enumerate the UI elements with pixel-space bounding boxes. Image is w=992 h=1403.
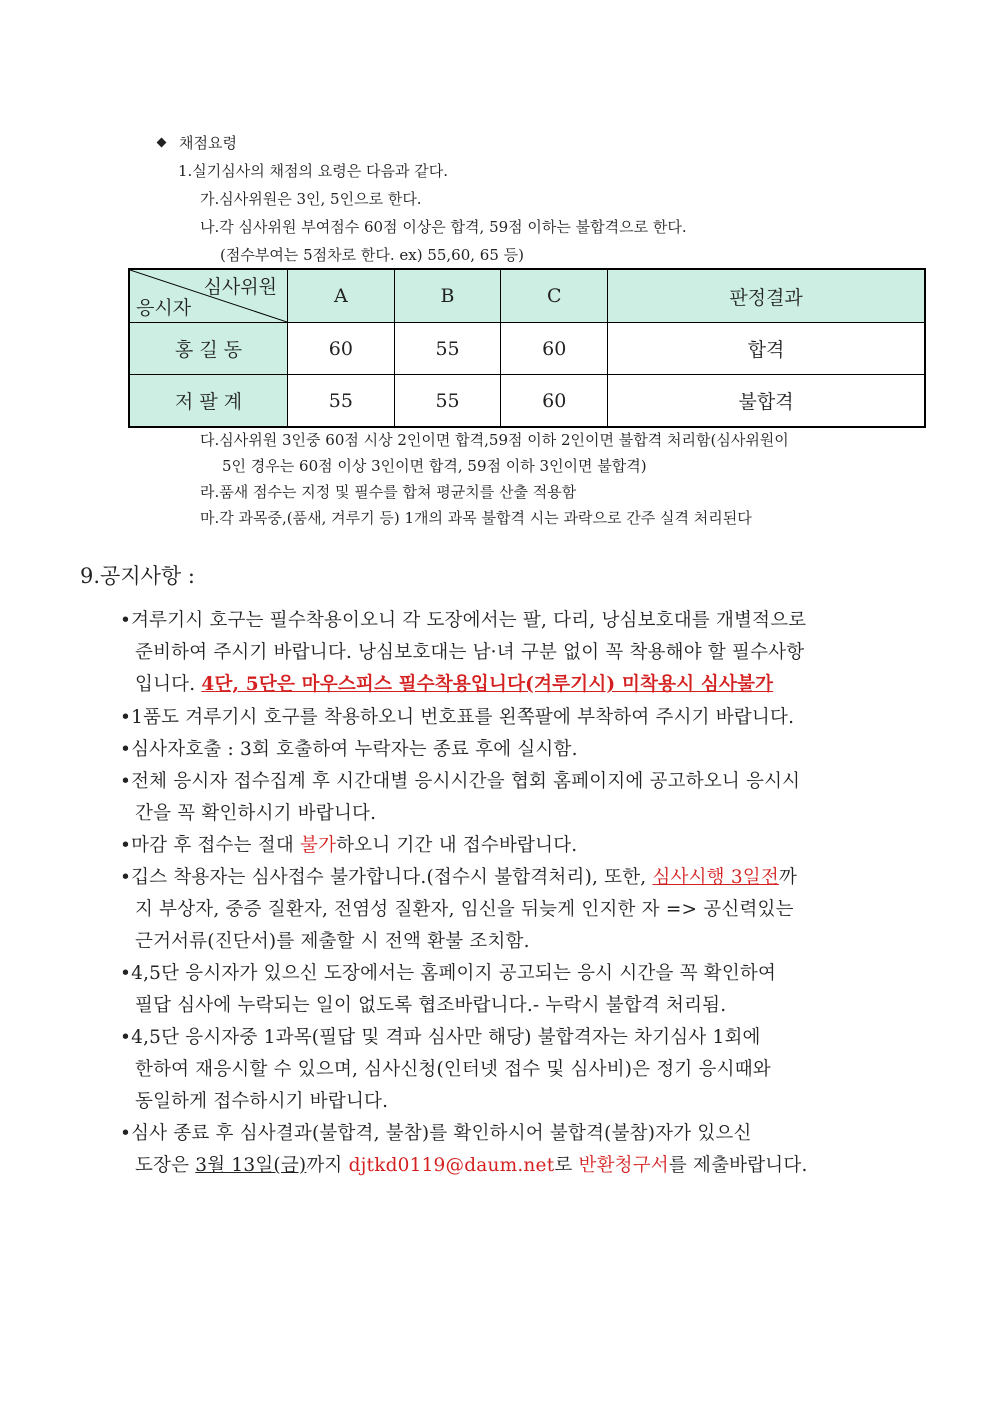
notice-b5 bbox=[120, 831, 577, 857]
score-table-header-row bbox=[129, 269, 925, 323]
notice-b6-line2: 지 부상자, 중증 질환자, 전염성 질환자, 임신을 뒤늦게 인지한 자 => 공신력있는 bbox=[135, 899, 794, 920]
notice-b6-text: •깁스 착용자는 심사접수 불가합니다.(접수시 불합격처리), 또한, bbox=[120, 867, 653, 888]
notice-b7-line2: 필답 심사에 누락되는 일이 없도록 협조바랍니다.- 누락시 불합격 처리됨. bbox=[135, 995, 727, 1016]
result: 합격 bbox=[608, 323, 925, 375]
column-header-c: C bbox=[501, 269, 608, 323]
scoring-item-da-1: 다.심사위원 3인중 60점 시상 2인이면 합격,59점 이하 2인이면 불합격 처리함(심사위원이 bbox=[200, 431, 789, 449]
scoring-item-na: 나.각 심사위원 부여점수 60점 이상은 합격, 59점 이하는 불합격으로 한다. bbox=[200, 218, 687, 236]
row-name: 홍 길 동 bbox=[129, 323, 288, 375]
score-b: 55 bbox=[394, 323, 501, 375]
table-row bbox=[129, 323, 925, 375]
scoring-intro: 1.실기심사의 채점의 요령은 다음과 같다. bbox=[178, 162, 448, 180]
corner-label-examinee: 응시자 bbox=[136, 297, 192, 319]
score-a: 55 bbox=[288, 375, 395, 428]
notice-b3: •심사자호출 : 3회 호출하여 누락자는 종료 후에 실시함. bbox=[120, 739, 578, 760]
notice-b8-line2: 한하여 재응시할 수 있으며, 심사신청(인터넷 접수 및 심사비)은 정기 응시때와 bbox=[135, 1059, 771, 1080]
scoring-item-ga: 가.심사위원은 3인, 5인으로 한다. bbox=[200, 190, 422, 208]
scoring-item-ra: 라.품새 점수는 지정 및 필수를 합쳐 평균치를 산출 적용함 bbox=[200, 483, 577, 501]
notice-b7-line1: •4,5단 응시자가 있으신 도장에서는 홈페이지 공고되는 응시 시간을 꼭 확인하여 bbox=[120, 963, 777, 984]
row-name: 저 팔 계 bbox=[129, 375, 288, 428]
score-table-corner-cell bbox=[129, 269, 288, 323]
notice-b4-line1: •전체 응시자 접수집계 후 시간대별 응시시간을 협회 홈페이지에 공고하오니 응시시 bbox=[120, 771, 801, 792]
notice-b1-line2: 준비하여 주시기 바랍니다. 낭심보호대는 남·녀 구분 없이 꼭 착용해야 할 필수사항 bbox=[135, 642, 805, 663]
score-c: 60 bbox=[501, 323, 608, 375]
notice-heading: 9.공지사항 : bbox=[80, 564, 195, 588]
notice-b5-emphasis: 불가 bbox=[300, 835, 337, 856]
scoring-item-na-note: (점수부여는 5점차로 한다. ex) 55,60, 65 등) bbox=[220, 246, 525, 264]
notice-b8-line3: 동일하게 접수하시기 바랍니다. bbox=[135, 1091, 389, 1112]
email-address[interactable]: djtkd0119@daum.net bbox=[348, 1155, 555, 1176]
notice-b5-rest: 하오니 기간 내 접수바랍니다. bbox=[336, 835, 578, 856]
notice-b9-until: 까지 bbox=[306, 1155, 349, 1176]
notice-b4-line2: 간을 꼭 확인하시기 바랍니다. bbox=[135, 803, 377, 824]
result: 불합격 bbox=[608, 375, 925, 428]
score-c: 60 bbox=[501, 375, 608, 428]
notice-b5-text: •마감 후 접수는 절대 bbox=[120, 835, 301, 856]
notice-b9-rest: 를 제출바랍니다. bbox=[668, 1155, 808, 1176]
notice-b1-line3-prefix: 입니다. bbox=[135, 674, 202, 695]
mouthpiece-warning: 4단, 5단은 마우스피스 필수착용입니다(겨루기시) 미착용시 심사불가 bbox=[201, 674, 774, 695]
scoring-title-line bbox=[158, 132, 237, 153]
table-row bbox=[129, 375, 925, 428]
column-header-b: B bbox=[394, 269, 501, 323]
scoring-item-da-2: 5인 경우는 60점 이상 3인이면 합격, 59점 이하 3인이면 불합격) bbox=[222, 457, 647, 475]
notice-b9-prefix: 도장은 bbox=[135, 1155, 196, 1176]
notice-b6-suffix: 까 bbox=[778, 867, 798, 888]
refund-form-name: 반환청구서 bbox=[578, 1155, 669, 1176]
scoring-item-ma: 마.각 과목중,(품새, 겨루기 등) 1개의 과목 불합격 시는 과락으로 간주 실격 처리된다 bbox=[200, 509, 752, 527]
score-table bbox=[128, 268, 926, 428]
score-a: 60 bbox=[288, 323, 395, 375]
notice-b9-to: 로 bbox=[554, 1155, 579, 1176]
score-b: 55 bbox=[394, 375, 501, 428]
notice-b8-line1: •4,5단 응시자중 1과목(필답 및 격파 심사만 해당) 불합격자는 차기심사 1회에 bbox=[120, 1027, 761, 1048]
notice-b6-deadline: 심사시행 3일전 bbox=[652, 867, 779, 888]
refund-deadline: 3월 13일(금) bbox=[195, 1155, 307, 1176]
column-header-result: 판정결과 bbox=[608, 269, 925, 323]
notice-b6-line1 bbox=[120, 863, 797, 889]
notice-b9-line1: •심사 종료 후 심사결과(불합격, 불참)를 확인하시어 불합격(불참)자가 있으신 bbox=[120, 1123, 752, 1144]
notice-b1-line3 bbox=[135, 670, 773, 696]
notice-b1-line1: •겨루기시 호구는 필수착용이오니 각 도장에서는 팔, 다리, 낭심보호대를 개별적으로 bbox=[120, 610, 807, 631]
diamond-bullet-icon bbox=[157, 138, 167, 148]
notice-b9-line2 bbox=[135, 1151, 808, 1177]
corner-label-judges: 심사위원 bbox=[203, 276, 277, 298]
scoring-title: 채점요령 bbox=[179, 134, 237, 152]
notice-b2: •1품도 겨루기시 호구를 착용하오니 번호표를 왼쪽팔에 부착하여 주시기 바랍니다. bbox=[120, 707, 795, 728]
column-header-a: A bbox=[288, 269, 395, 323]
notice-b6-line3: 근거서류(진단서)를 제출할 시 전액 환불 조치함. bbox=[135, 931, 530, 952]
